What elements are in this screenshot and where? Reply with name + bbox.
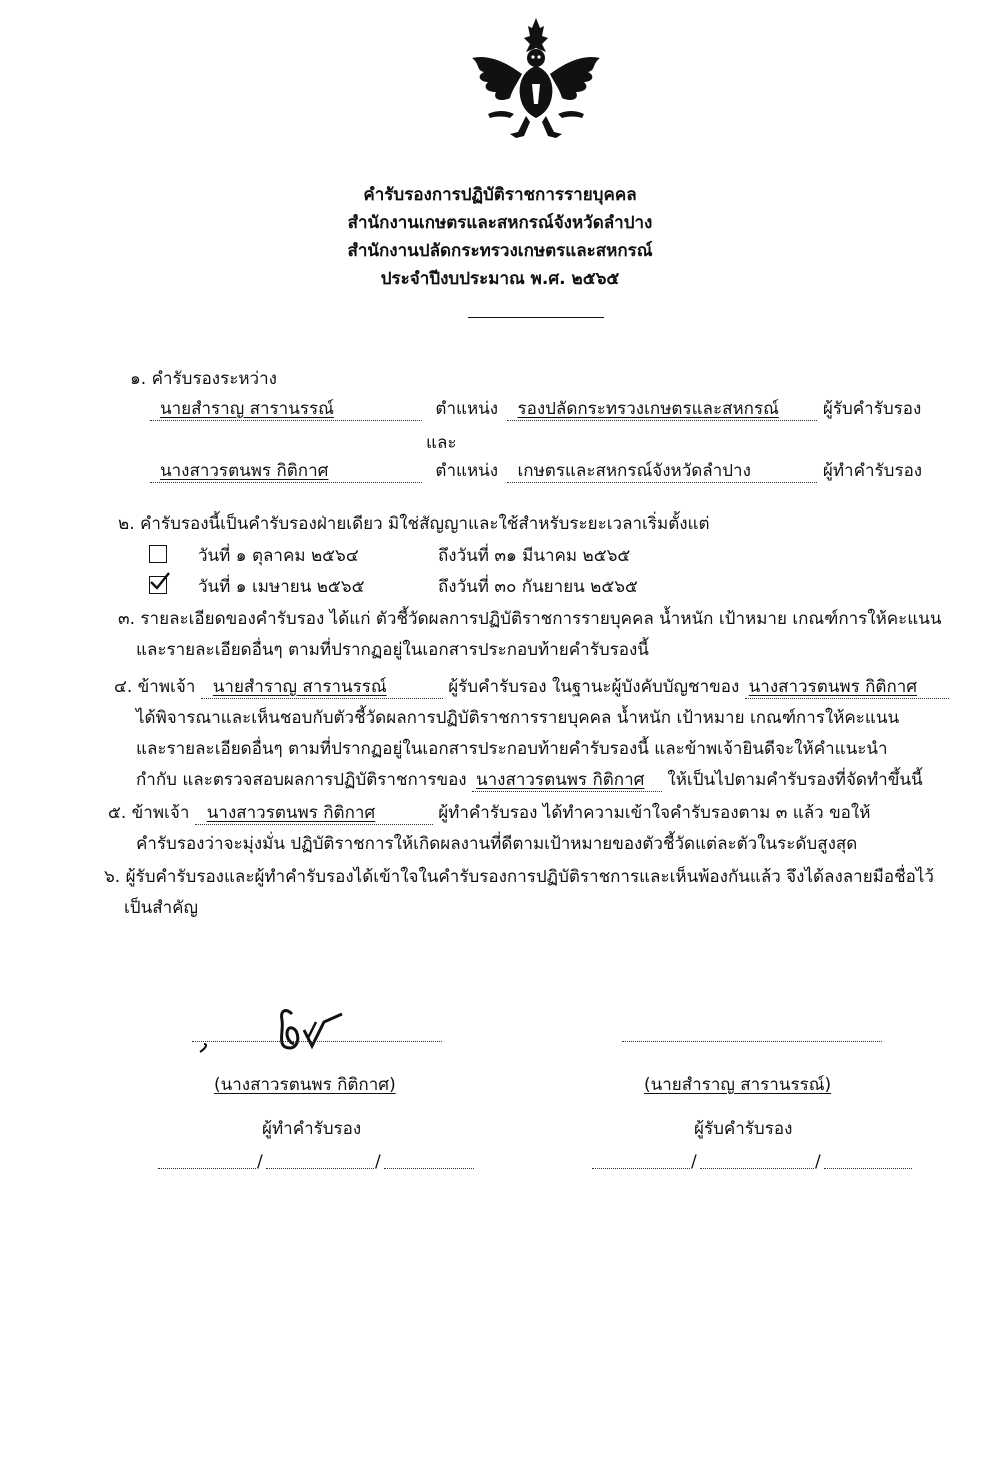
document-title: คำรับรองการปฏิบัติราชการรายบุคคล xyxy=(363,185,637,205)
right-date-year[interactable] xyxy=(824,1168,912,1169)
section1-title: ๑. คำรับรองระหว่าง xyxy=(130,369,277,389)
left-date-sep2: / xyxy=(375,1152,381,1172)
section4-line1 xyxy=(114,676,949,699)
section5-line1 xyxy=(108,802,870,825)
section4-line2: ได้พิจารณาและเห็นชอบกับตัวชี้วัดผลการปฏิบัติราชการรายบุคคล น้ำหนัก เป้าหมาย เกณฑ์การให้คะแนน xyxy=(136,708,900,728)
and-label: และ xyxy=(426,433,457,453)
ministry-office-name: สำนักงานปลัดกระทรวงเกษตรและสหกรณ์ xyxy=(347,241,653,261)
party1-row xyxy=(150,398,921,421)
right-date-month[interactable] xyxy=(700,1168,814,1169)
section4-prefix: ๔. ข้าพเจ้า xyxy=(114,677,196,697)
check-mark-icon xyxy=(149,571,171,591)
party1-position-label: ตำแหน่ง xyxy=(435,399,499,419)
section6-line2: เป็นสำคัญ xyxy=(124,898,199,918)
left-date-month[interactable] xyxy=(266,1168,374,1169)
section4-line4-suffix: ให้เป็นไปตามคำรับรองที่จัดทำขึ้นนี้ xyxy=(667,770,923,790)
party2-row xyxy=(150,460,922,483)
period2-checkbox[interactable] xyxy=(149,576,167,594)
right-date-sep1: / xyxy=(691,1152,697,1172)
left-date-sep1: / xyxy=(257,1152,263,1172)
section5-prefix: ๕. ข้าพเจ้า xyxy=(108,803,190,823)
party1-position: รองปลัดกระทรวงเกษตรและสหกรณ์ xyxy=(507,398,817,421)
period1-checkbox[interactable] xyxy=(149,545,167,563)
party2-role: ผู้ทำคำรับรอง xyxy=(822,461,923,481)
party2-position-label: ตำแหน่ง xyxy=(435,461,499,481)
right-date-day[interactable] xyxy=(592,1168,690,1169)
party2-name: นางสาวรตนพร กิติกาศ xyxy=(150,460,422,483)
section2-title: ๒. คำรับรองนี้เป็นคำรับรองฝ่ายเดียว มิใช่สัญญาและใช้สำหรับระยะเวลาเริ่มตั้งแต่ xyxy=(118,514,710,534)
left-signer-name: (นางสาวรตนพร กิติกาศ) xyxy=(214,1075,396,1095)
party2-position: เกษตรและสหกรณ์จังหวัดลำปาง xyxy=(507,460,817,483)
period1-to: ถึงวันที่ ๓๑ มีนาคม ๒๕๖๕ xyxy=(438,546,631,566)
fiscal-year: ประจำปีงบประมาณ พ.ศ. ๒๕๖๕ xyxy=(380,269,620,289)
section4-name1: นายสำราญ สารานรรณ์ xyxy=(201,676,443,699)
right-signature-line[interactable] xyxy=(622,1041,882,1042)
right-signer-name: (นายสำราญ สารานรรณ์) xyxy=(644,1075,832,1095)
section5-line2: คำรับรองว่าจะมุ่งมั่น ปฏิบัติราชการให้เกิดผลงานที่ดีตามเป้าหมายของตัวชี้วัดแต่ละตัวในระดับสูงสุด xyxy=(136,834,858,854)
period1-from: วันที่ ๑ ตุลาคม ๒๕๖๔ xyxy=(198,546,359,566)
left-date-year[interactable] xyxy=(384,1168,474,1169)
office-name: สำนักงานเกษตรและสหกรณ์จังหวัดลำปาง xyxy=(347,213,653,233)
section5-suffix: ผู้ทำคำรับรอง ได้ทำความเข้าใจคำรับรองตาม ๓ แล้ว ขอให้ xyxy=(438,803,871,823)
section3-line1: ๓. รายละเอียดของคำรับรอง ได้แก่ ตัวชี้วัดผลการปฏิบัติราชการรายบุคคล น้ำหนัก เป้าหมาย เกณฑ์การให้คะแนน xyxy=(118,609,942,629)
handwritten-signature xyxy=(196,1000,356,1060)
header-divider xyxy=(468,317,604,318)
left-signature-line[interactable] xyxy=(192,1041,442,1042)
left-signer-role: ผู้ทำคำรับรอง xyxy=(262,1119,362,1139)
party1-role: ผู้รับคำรับรอง xyxy=(822,399,922,419)
section4-name2: นางสาวรตนพร กิติกาศ xyxy=(745,676,949,699)
section4-line4-prefix: กำกับ และตรวจสอบผลการปฏิบัติราชการของ xyxy=(136,770,467,790)
period2-from: วันที่ ๑ เมษายน ๒๕๖๕ xyxy=(198,577,365,597)
section5-name: นางสาวรตนพร กิติกาศ xyxy=(195,802,433,825)
section4-line4-name: นางสาวรตนพร กิติกาศ xyxy=(472,769,662,792)
garuda-emblem-icon xyxy=(466,14,606,144)
right-signer-role: ผู้รับคำรับรอง xyxy=(694,1119,793,1139)
section4-line3: และรายละเอียดอื่นๆ ตามที่ปรากฏอยู่ในเอกสารประกอบท้ายคำรับรองนี้ และข้าพเจ้ายินดีจะให้คำแนะนำ xyxy=(136,739,888,759)
section3-line2: และรายละเอียดอื่นๆ ตามที่ปรากฏอยู่ในเอกสารประกอบท้ายคำรับรองนี้ xyxy=(136,640,649,660)
section4-mid: ผู้รับคำรับรอง ในฐานะผู้บังคับบัญชาของ xyxy=(448,677,740,697)
party1-name: นายสำราญ สารานรรณ์ xyxy=(150,398,422,421)
section6-line1: ๖. ผู้รับคำรับรองและผู้ทำคำรับรองได้เข้าใจในคำรับรองการปฏิบัติราชการและเห็นพ้องกันแล้ว จึงได้ลงลายมือชื่อไว้ xyxy=(104,867,934,887)
period2-to: ถึงวันที่ ๓๐ กันยายน ๒๕๖๕ xyxy=(438,577,638,597)
right-date-sep2: / xyxy=(815,1152,821,1172)
left-date-day[interactable] xyxy=(158,1168,256,1169)
section4-line4 xyxy=(136,769,923,792)
